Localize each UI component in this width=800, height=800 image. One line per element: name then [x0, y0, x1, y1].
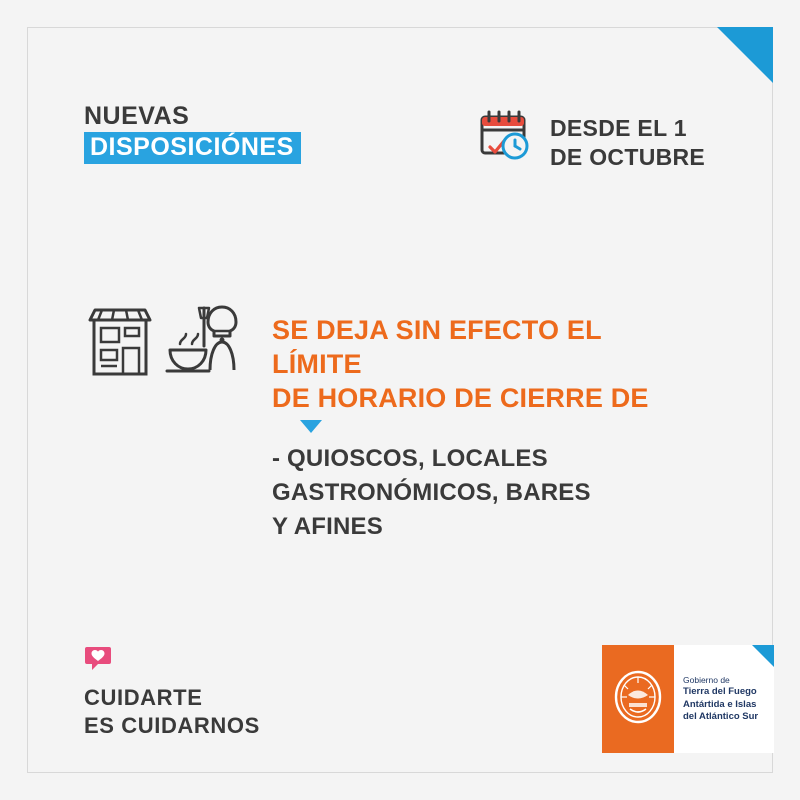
chef-cooking-icon	[164, 300, 250, 385]
footer-slogan-line2: ES CUIDARNOS	[84, 713, 260, 739]
header-title-block	[84, 103, 301, 164]
logo-line-antartida: Antártida e Islas	[683, 698, 757, 710]
header-date-text	[550, 110, 705, 172]
main-headline-line1: SE DEJA SIN EFECTO EL LÍMITE	[272, 315, 602, 379]
footer-slogan-text	[84, 684, 260, 740]
logo-text-panel	[674, 645, 774, 753]
main-list-line1: - QUIOSCOS, LOCALES	[272, 445, 548, 473]
kiosk-storefront-icon	[84, 304, 156, 385]
header-date-line1: DESDE EL 1	[550, 115, 687, 141]
main-icon-group	[84, 300, 250, 385]
header-title-line1: NUEVAS	[84, 102, 190, 130]
corner-triangle-decoration	[717, 27, 773, 83]
main-text-block	[272, 314, 692, 544]
header-date-line2: DE OCTUBRE	[550, 143, 706, 170]
provincial-coat-of-arms-icon	[612, 669, 664, 730]
calendar-clock-icon	[478, 110, 536, 167]
logo-line-tierra-del-fuego: Tierra del Fuego	[683, 686, 757, 698]
header-date-block	[478, 110, 705, 172]
logo-emblem-panel	[602, 645, 674, 753]
heart-speech-bubble-icon	[84, 645, 260, 676]
main-headline	[272, 314, 692, 415]
main-headline-line2: DE HORARIO DE CIERRE DE	[272, 382, 649, 413]
government-logo	[602, 645, 774, 753]
logo-corner-triangle	[752, 645, 774, 667]
footer-slogan-line1: CUIDARTE	[84, 685, 203, 710]
footer-slogan-block	[84, 645, 260, 740]
logo-line-atlantico-sur: del Atlántico Sur	[683, 711, 759, 723]
header-title-line2: DISPOSICIÓNES	[84, 132, 301, 163]
logo-line-gobierno: Gobierno de	[683, 675, 730, 685]
main-list-line2: GASTRONÓMICOS, BARES	[272, 479, 591, 507]
main-list-line3: Y AFINES	[272, 513, 383, 541]
main-list	[272, 442, 692, 544]
arrow-down-icon	[300, 420, 322, 433]
